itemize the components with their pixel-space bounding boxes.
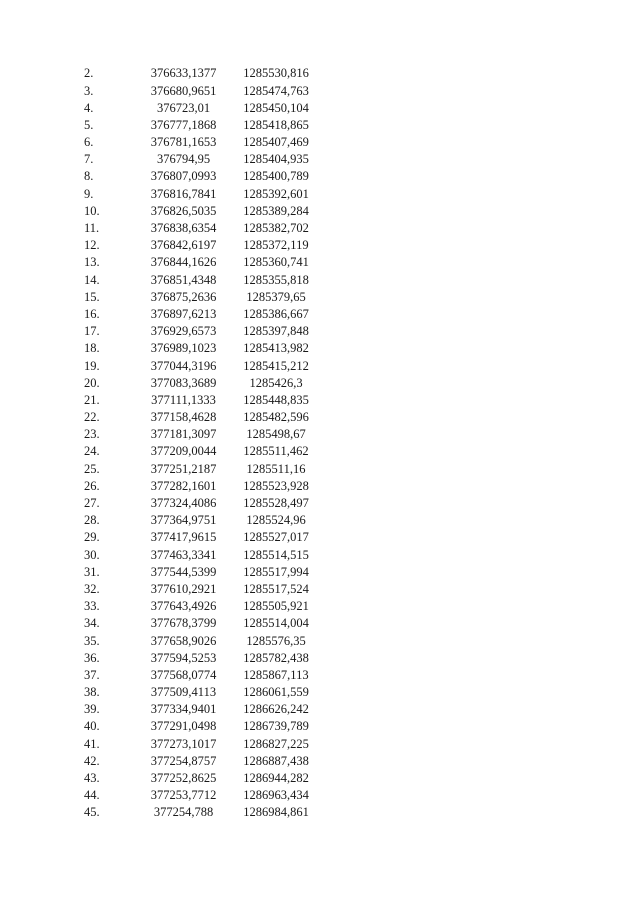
table-row — [84, 804, 321, 821]
point-number: 35. — [84, 633, 100, 648]
y-coordinate: 1285530,816 — [243, 66, 309, 81]
x-coordinate: 376807,0993 — [150, 169, 217, 184]
x-coordinate: 377678,3799 — [150, 616, 217, 631]
table-row — [84, 632, 321, 649]
x-coordinate: 377291,0498 — [150, 719, 217, 734]
point-number: 2. — [84, 66, 94, 81]
point-number: 3. — [84, 83, 94, 98]
x-coordinate: 377111,1333 — [151, 392, 216, 407]
table-row — [84, 684, 321, 701]
x-coordinate: 377209,0044 — [150, 444, 217, 459]
y-coordinate: 1285505,921 — [243, 599, 309, 614]
y-coordinate: 1285404,935 — [243, 152, 309, 167]
y-coordinate: 1285517,994 — [243, 564, 309, 579]
point-number: 7. — [84, 152, 94, 167]
x-coordinate: 377044,3196 — [150, 358, 217, 373]
coordinate-table-body — [84, 65, 321, 821]
x-coordinate: 377251,2187 — [150, 461, 217, 476]
point-number: 34. — [84, 616, 100, 631]
table-row — [84, 512, 321, 529]
y-coordinate: 1285448,835 — [243, 392, 309, 407]
x-coordinate: 376781,1653 — [150, 135, 217, 150]
x-coordinate: 377568,0774 — [150, 667, 217, 682]
table-row — [84, 615, 321, 632]
x-coordinate: 376851,4348 — [150, 272, 217, 287]
y-coordinate: 1285517,524 — [243, 581, 309, 596]
x-coordinate: 377417,9615 — [150, 530, 217, 545]
x-coordinate: 377463,3341 — [150, 547, 217, 562]
x-coordinate: 377158,4628 — [150, 410, 217, 425]
point-number: 44. — [84, 788, 100, 803]
table-row — [84, 151, 321, 168]
table-row — [84, 563, 321, 580]
table-row — [84, 667, 321, 684]
y-coordinate: 1285514,515 — [243, 547, 309, 562]
y-coordinate: 1285482,596 — [243, 410, 309, 425]
x-coordinate: 376723,01 — [156, 100, 211, 115]
x-coordinate: 377254,8757 — [150, 753, 217, 768]
point-number: 12. — [84, 238, 100, 253]
point-number: 16. — [84, 306, 100, 321]
table-row — [84, 254, 321, 271]
y-coordinate: 1285511,462 — [243, 444, 309, 459]
table-row — [84, 426, 321, 443]
point-number: 40. — [84, 719, 100, 734]
point-number: 6. — [84, 135, 94, 150]
point-number: 37. — [84, 667, 100, 682]
table-row — [84, 598, 321, 615]
point-number: 18. — [84, 341, 100, 356]
table-row — [84, 220, 321, 237]
x-coordinate: 376826,5035 — [150, 203, 217, 218]
x-coordinate: 376794,95 — [156, 152, 211, 167]
y-coordinate: 1285450,104 — [243, 100, 309, 115]
x-coordinate: 376989,1023 — [150, 341, 217, 356]
point-number: 21. — [84, 392, 100, 407]
y-coordinate: 1286984,861 — [243, 805, 309, 820]
x-coordinate: 377282,1601 — [150, 478, 217, 493]
table-row — [84, 374, 321, 391]
y-coordinate: 1285379,65 — [246, 289, 306, 304]
y-coordinate: 1285576,35 — [246, 633, 306, 648]
x-coordinate: 377364,9751 — [150, 513, 217, 528]
y-coordinate: 1286827,225 — [243, 736, 309, 751]
point-number: 10. — [84, 203, 100, 218]
y-coordinate: 1285389,284 — [243, 203, 309, 218]
x-coordinate: 377181,3097 — [150, 427, 217, 442]
y-coordinate: 1285407,469 — [243, 135, 309, 150]
table-row — [84, 718, 321, 735]
point-number: 23. — [84, 427, 100, 442]
table-row — [84, 443, 321, 460]
x-coordinate: 376777,1868 — [150, 117, 217, 132]
point-number: 30. — [84, 547, 100, 562]
table-row — [84, 770, 321, 787]
x-coordinate: 376680,9651 — [150, 83, 217, 98]
y-coordinate: 1286739,789 — [243, 719, 309, 734]
y-coordinate: 1286061,559 — [243, 685, 309, 700]
point-number: 31. — [84, 564, 100, 579]
table-row — [84, 271, 321, 288]
table-row — [84, 82, 321, 99]
x-coordinate: 377334,9401 — [150, 702, 217, 717]
table-row — [84, 168, 321, 185]
y-coordinate: 1285355,818 — [243, 272, 309, 287]
y-coordinate: 1285528,497 — [243, 496, 309, 511]
x-coordinate: 377594,5253 — [150, 650, 217, 665]
table-row — [84, 99, 321, 116]
table-row — [84, 649, 321, 666]
y-coordinate: 1285426,3 — [249, 375, 303, 390]
point-number: 41. — [84, 736, 100, 751]
table-row — [84, 237, 321, 254]
point-number: 13. — [84, 255, 100, 270]
point-number: 39. — [84, 702, 100, 717]
point-number: 42. — [84, 753, 100, 768]
table-row — [84, 495, 321, 512]
y-coordinate: 1285474,763 — [243, 83, 309, 98]
table-row — [84, 546, 321, 563]
y-coordinate: 1285782,438 — [243, 650, 309, 665]
table-row — [84, 701, 321, 718]
x-coordinate: 377610,2921 — [150, 581, 217, 596]
y-coordinate: 1285413,982 — [243, 341, 309, 356]
point-number: 14. — [84, 272, 100, 287]
point-number: 4. — [84, 100, 94, 115]
x-coordinate: 377253,7712 — [150, 788, 217, 803]
x-coordinate: 377544,5399 — [150, 564, 217, 579]
point-number: 43. — [84, 771, 100, 786]
y-coordinate: 1285392,601 — [243, 186, 309, 201]
y-coordinate: 1285418,865 — [243, 117, 309, 132]
y-coordinate: 1286626,242 — [243, 702, 309, 717]
y-coordinate: 1285867,113 — [243, 667, 309, 682]
point-number: 26. — [84, 478, 100, 493]
table-row — [84, 288, 321, 305]
table-row — [84, 581, 321, 598]
point-number: 19. — [84, 358, 100, 373]
x-coordinate: 376842,6197 — [150, 238, 217, 253]
table-row — [84, 65, 321, 82]
table-row — [84, 392, 321, 409]
point-number: 27. — [84, 496, 100, 511]
y-coordinate: 1285400,789 — [243, 169, 309, 184]
y-coordinate: 1285415,212 — [243, 358, 309, 373]
x-coordinate: 376875,2636 — [150, 289, 217, 304]
point-number: 9. — [84, 186, 94, 201]
y-coordinate: 1285397,848 — [243, 324, 309, 339]
table-row — [84, 117, 321, 134]
y-coordinate: 1285511,16 — [246, 461, 306, 476]
x-coordinate: 377643,4926 — [150, 599, 217, 614]
table-row — [84, 529, 321, 546]
point-number: 29. — [84, 530, 100, 545]
table-row — [84, 185, 321, 202]
point-number: 20. — [84, 375, 100, 390]
table-row — [84, 134, 321, 151]
x-coordinate: 377254,788 — [153, 805, 214, 820]
table-row — [84, 306, 321, 323]
table-row — [84, 735, 321, 752]
table-row — [84, 478, 321, 495]
y-coordinate: 1285524,96 — [246, 513, 306, 528]
point-number: 32. — [84, 581, 100, 596]
y-coordinate: 1285498,67 — [246, 427, 306, 442]
coordinate-table — [84, 65, 321, 821]
x-coordinate: 376929,6573 — [150, 324, 217, 339]
table-row — [84, 787, 321, 804]
x-coordinate: 376844,1626 — [150, 255, 217, 270]
table-row — [84, 203, 321, 220]
point-number: 22. — [84, 410, 100, 425]
table-row — [84, 409, 321, 426]
y-coordinate: 1286963,434 — [243, 788, 309, 803]
point-number: 15. — [84, 289, 100, 304]
point-number: 38. — [84, 685, 100, 700]
y-coordinate: 1285523,928 — [243, 478, 309, 493]
y-coordinate: 1285386,667 — [243, 306, 309, 321]
x-coordinate: 377324,4086 — [150, 496, 217, 511]
table-row — [84, 340, 321, 357]
x-coordinate: 377083,3689 — [150, 375, 217, 390]
point-number: 24. — [84, 444, 100, 459]
point-number: 28. — [84, 513, 100, 528]
point-number: 25. — [84, 461, 100, 476]
y-coordinate: 1285382,702 — [243, 221, 309, 236]
point-number: 33. — [84, 599, 100, 614]
table-row — [84, 323, 321, 340]
point-number: 11. — [84, 221, 100, 236]
y-coordinate: 1285372,119 — [243, 238, 309, 253]
x-coordinate: 377252,8625 — [150, 771, 217, 786]
table-row — [84, 753, 321, 770]
y-coordinate: 1286887,438 — [243, 753, 309, 768]
point-number: 36. — [84, 650, 100, 665]
x-coordinate: 377658,9026 — [150, 633, 217, 648]
y-coordinate: 1285527,017 — [243, 530, 309, 545]
y-coordinate: 1285514,004 — [243, 616, 309, 631]
x-coordinate: 376633,1377 — [150, 66, 217, 81]
y-coordinate: 1286944,282 — [243, 771, 309, 786]
point-number: 5. — [84, 117, 94, 132]
x-coordinate: 377509,4113 — [150, 685, 217, 700]
point-number: 17. — [84, 324, 100, 339]
point-number: 45. — [84, 805, 100, 820]
x-coordinate: 376838,6354 — [150, 221, 217, 236]
x-coordinate: 376897,6213 — [150, 306, 217, 321]
x-coordinate: 377273,1017 — [150, 736, 217, 751]
table-row — [84, 357, 321, 374]
y-coordinate: 1285360,741 — [243, 255, 309, 270]
point-number: 8. — [84, 169, 94, 184]
x-coordinate: 376816,7841 — [150, 186, 217, 201]
table-row — [84, 460, 321, 477]
